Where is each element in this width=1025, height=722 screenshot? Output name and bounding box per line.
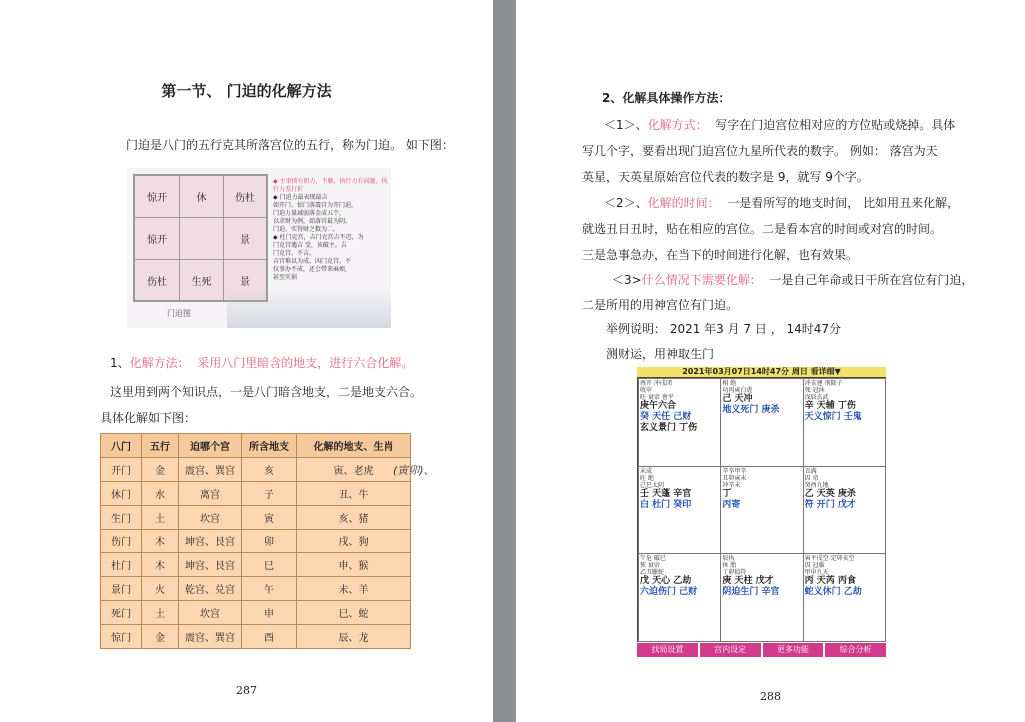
grid-cell: 伤杜 [223, 175, 267, 218]
section-2-heading: 2、化解具体操作方法： [602, 91, 731, 105]
table-cell: 坎宫 [179, 505, 242, 529]
layout-settings-button[interactable]: 找局设置 [637, 643, 698, 657]
page-number: 288 [760, 690, 781, 703]
item-text: 一是看所写的地支时间， 比如用丑来化解， [727, 196, 960, 210]
chart-small-text: 收申 [640, 387, 653, 394]
analysis-button[interactable]: 综合分析 [825, 643, 886, 657]
chart-small-text: 未成 [640, 467, 653, 475]
note-line: 仅事办不成，还会带来麻烦， [273, 266, 352, 273]
section-text: 采用八门里暗含的地支，进行六合化解。 [197, 356, 414, 370]
chart-header[interactable]: 2021年03月07日14时47分 周日 看详细▼ [637, 367, 886, 377]
item1-line2: 写几个字，要看出现门迫宫位九星所代表的数字。 例如： 落宫为天 [582, 144, 938, 158]
chart-main-text: 庚 天柱 戊才 [722, 576, 774, 587]
chart-palace-cell [720, 378, 803, 467]
chart-small-text: 乙丑螣蛇 [640, 569, 665, 577]
table-cell: 戌、狗 [297, 529, 411, 553]
note-line: ◆ 主事情有阻力，不顺，执行力有问题，执行力差打折 [273, 178, 388, 193]
item2-line1 [604, 195, 959, 211]
item2-line3: 三是急事急办，在当下的时间进行化解，也有效果。 [582, 248, 859, 262]
chart-palace-cell [803, 378, 886, 467]
chart-small-text: 死 衰帝 [640, 562, 660, 570]
note-line: 门迫力量减弱落金成五个， [273, 210, 346, 217]
table-cell: 土 [142, 505, 179, 529]
chart-small-text: 己巳太阴 [640, 481, 665, 489]
table-cell: 离宫 [179, 481, 242, 505]
table-cell: 伤门 [101, 529, 142, 553]
door-pressure-diagram [127, 168, 391, 328]
table-cell: 八门 [101, 434, 142, 458]
chart-main-text: 丙 天芮 丙食 [804, 576, 856, 587]
grid-cell: 景 [223, 217, 267, 260]
table-cell: 坤宫、艮宫 [179, 529, 242, 553]
chart-small-text: 午危 破巳 [640, 555, 666, 563]
chart-main-text: 癸 天任 己财 [640, 412, 692, 422]
chart-small-text: 酉开 冲戌闭 [640, 380, 672, 387]
table-cell: 金 [142, 457, 179, 481]
chart-small-text: 辛辛甲辛 [722, 467, 747, 475]
palace-grid [133, 174, 268, 302]
note-line: 门迫，实得财之数为二。 [273, 226, 340, 233]
table-cell: 迫哪个宫 [179, 434, 242, 458]
note-line: ◆ 杜门克宫，吉门克宫吉不迟，为 [273, 234, 364, 241]
item-number: ＜3> [612, 273, 642, 287]
chart-main-text: 壬 天蓬 辛官 [640, 488, 692, 499]
table-cell: 坤宫、艮宫 [179, 553, 242, 577]
chart-small-text: 戊辰玄武 [804, 394, 829, 401]
item-label: 化解的时间： [647, 196, 720, 210]
chart-small-text: 丑卯寅未 [722, 474, 747, 482]
section-label: 化解方法： [129, 356, 190, 370]
item3-line2: 二是所用的用神宫位有门迫。 [582, 298, 739, 312]
chart-main-text: 戊 天心 乙劫 [640, 576, 692, 587]
item1-line3: 英星，天英星原始宫位代表的数字是 9，就写 9个字。 [582, 170, 869, 184]
note-line: 吉宫难以为成，凶门克宫，不 [273, 258, 352, 265]
example-purpose: 测财运，用神取生门 [606, 347, 715, 361]
table-cell: 木 [142, 529, 179, 553]
table-cell: 卯 [242, 529, 297, 553]
chart-small-text: 死 冠沐 [804, 387, 825, 394]
table-row [101, 625, 411, 649]
table-cell: 死门 [101, 601, 142, 625]
table-row [101, 577, 411, 601]
chart-small-text: 旺 绝 [640, 474, 654, 482]
table-cell: 酉 [242, 625, 297, 649]
table-cell: 景门 [101, 577, 142, 601]
table-cell: 土 [142, 601, 179, 625]
table-cell: 震宫、巽宫 [179, 457, 242, 481]
chart-main-text: 辛 天辅 丁伤 [804, 401, 856, 411]
chart-main-text: 己 天冲 [722, 394, 753, 404]
note-line: 门克宫遇吉 受，该破主。吉 [273, 242, 347, 249]
note-line: 如开门、惊门落震宫为开门迫， [273, 202, 358, 209]
table-cell: 寅 [242, 505, 297, 529]
chart-main-text: 天义惊门 壬鬼 [804, 412, 862, 422]
table-cell: 巳 [242, 553, 297, 577]
chart-main-text: 地义死门 庚杀 [722, 405, 780, 415]
grid-cell: 休 [179, 175, 224, 218]
table-cell: 生门 [101, 505, 142, 529]
chart-small-text: 旺 衰帝 㑹平 [640, 394, 674, 401]
table-cell: 亥 [242, 457, 297, 481]
chart-small-text: 囚 冠临 [804, 562, 825, 570]
item-text: 写字在门迫宫位相对应的方位贴或烧掉。具体 [715, 118, 956, 132]
chart-palace-cell [638, 553, 721, 642]
table-cell: 辰、龙 [297, 625, 411, 649]
table-intro: 具体化解如下图： [100, 411, 197, 425]
item1-line1 [604, 117, 955, 133]
item3-line1 [612, 272, 973, 288]
chart-small-text: 功丙寅白虎 [722, 387, 753, 394]
table-cell: 午 [242, 577, 297, 601]
chart-main-text: 蛇义休门 乙劫 [804, 587, 862, 598]
section-number: 1、 [110, 356, 130, 370]
palace-settings-button[interactable]: 宫内设定 [700, 643, 761, 657]
table-cell: 未、羊 [297, 577, 411, 601]
chart-small-text: 癸酉九地 [804, 481, 829, 489]
item-number: ＜2＞、 [604, 196, 648, 210]
table-cell: 丑、牛 [297, 481, 411, 505]
table-cell: 杜门 [101, 553, 142, 577]
table-cell: 金 [142, 625, 179, 649]
table-cell: 火 [142, 577, 179, 601]
qimen-chart [637, 367, 886, 657]
note-line: 以求财为例，如落官最为阴， [273, 218, 352, 225]
table-cell: 乾宫、兑宫 [179, 577, 242, 601]
table-row [101, 457, 411, 481]
grid-cell [179, 217, 224, 260]
table-row [101, 601, 411, 625]
chart-small-text: 寅平戌空 定卯亥空 [804, 555, 855, 563]
mountain-decoration [227, 288, 391, 328]
table-row [101, 529, 411, 553]
page-number: 287 [236, 684, 257, 697]
table-cell: 开门 [101, 457, 142, 481]
table-cell: 五行 [142, 434, 179, 458]
item2-line2: 就选丑日丑时，贴在相应的宫位。二是看本宫的时间或对宫的时间。 [582, 222, 943, 236]
grid-cell: 景 [223, 259, 267, 301]
handwritten-note: (寅卯)、 [393, 464, 435, 477]
chart-main-text: 阴迫生门 辛官 [722, 587, 780, 598]
chart-main-text: 六迫伤门 己财 [640, 587, 698, 598]
chart-palace-cell [720, 466, 803, 555]
intro-text: 门迫是八门的五行克其所落宫位的五行，称为门迫。 如下图： [126, 138, 454, 152]
chart-main-text: 玄义景门 丁伤 [640, 423, 698, 433]
note-line: 门克宫，不吉。 [273, 250, 316, 257]
grid-cell: 生死 [179, 259, 224, 301]
chart-main-text: 丁 [722, 488, 732, 499]
table-cell: 惊门 [101, 625, 142, 649]
chart-small-text: 囚 帝 [804, 474, 819, 482]
chart-main-text: 丙寄 [722, 499, 741, 510]
chart-small-text: 丑满 [804, 467, 817, 475]
table-row [101, 481, 411, 505]
chart-small-text: 休 胎 [722, 562, 737, 570]
item-label: 化解方式： [647, 118, 708, 132]
left-page [0, 0, 493, 722]
chart-main-text: 庚午六合 [640, 401, 677, 411]
resolution-table [100, 433, 411, 649]
note-line: 甚至灾祸 [273, 274, 298, 281]
more-functions-button[interactable]: 更多功能 [763, 643, 824, 657]
table-cell: 水 [142, 481, 179, 505]
right-page [516, 0, 1025, 722]
chart-palace-cell [638, 466, 721, 555]
item-label: 什么情况下需要化解： [641, 273, 762, 287]
diagram-caption: 门迫图 [167, 309, 191, 318]
table-cell: 申、猴 [297, 553, 411, 577]
table-cell: 申 [242, 601, 297, 625]
table-cell: 巳、蛇 [297, 601, 411, 625]
grid-cell: 惊开 [134, 217, 180, 260]
chart-small-text: 冲辛未 [722, 481, 741, 489]
chart-small-text: 相 绝 [722, 380, 737, 387]
chart-small-text: 冲亥建 刑除子 [804, 380, 843, 387]
table-cell: 寅、老虎 [297, 457, 411, 481]
table-cell: 子 [242, 481, 297, 505]
table-cell: 休门 [101, 481, 142, 505]
example-date: 举例说明： 2021 年3 月 7 日 ， 14时47分 [606, 322, 842, 336]
chart-main-text: 乙 天英 庚杀 [804, 488, 856, 499]
table-cell: 木 [142, 553, 179, 577]
chart-small-text: 丁卯值符 [722, 569, 747, 577]
table-cell: 所含地支 [242, 434, 297, 458]
chart-small-text: 辰执 [722, 555, 735, 563]
table-cell: 亥、猪 [297, 505, 411, 529]
chart-palace-cell [638, 378, 721, 467]
knowledge-text: 这里用到两个知识点，一是八门暗含地支，二是地支六合。 [110, 385, 423, 399]
item-text: 一是自己年命或日干所在宫位有门迫， [769, 273, 974, 287]
table-row [101, 553, 411, 577]
diagram-notes [273, 178, 389, 282]
table-cell: 震宫、巽宫 [179, 625, 242, 649]
chart-toolbar [637, 643, 886, 657]
chart-palace-cell [720, 553, 803, 642]
chart-main-text: 白 杜门 癸印 [640, 499, 692, 510]
page-title: 第一节、 门迫的化解方法 [161, 82, 332, 100]
table-row [101, 505, 411, 529]
chart-main-text: 符 开门 戊才 [804, 499, 856, 510]
grid-cell: 惊开 [134, 175, 180, 218]
table-header-row [101, 434, 411, 458]
chart-palace-cell [803, 466, 886, 555]
chart-grid [637, 377, 886, 642]
table-cell: 化解的地支、生肖 [297, 434, 411, 458]
table-cell: 坎宫 [179, 601, 242, 625]
note-line: ◆ 门迫力最表现最吉 [273, 194, 328, 201]
item-number: ＜1＞、 [604, 118, 648, 132]
chart-small-text: 甲申九天 [804, 569, 829, 577]
grid-cell: 伤杜 [134, 259, 180, 301]
section-1-line [110, 355, 413, 371]
chart-palace-cell [803, 553, 886, 642]
